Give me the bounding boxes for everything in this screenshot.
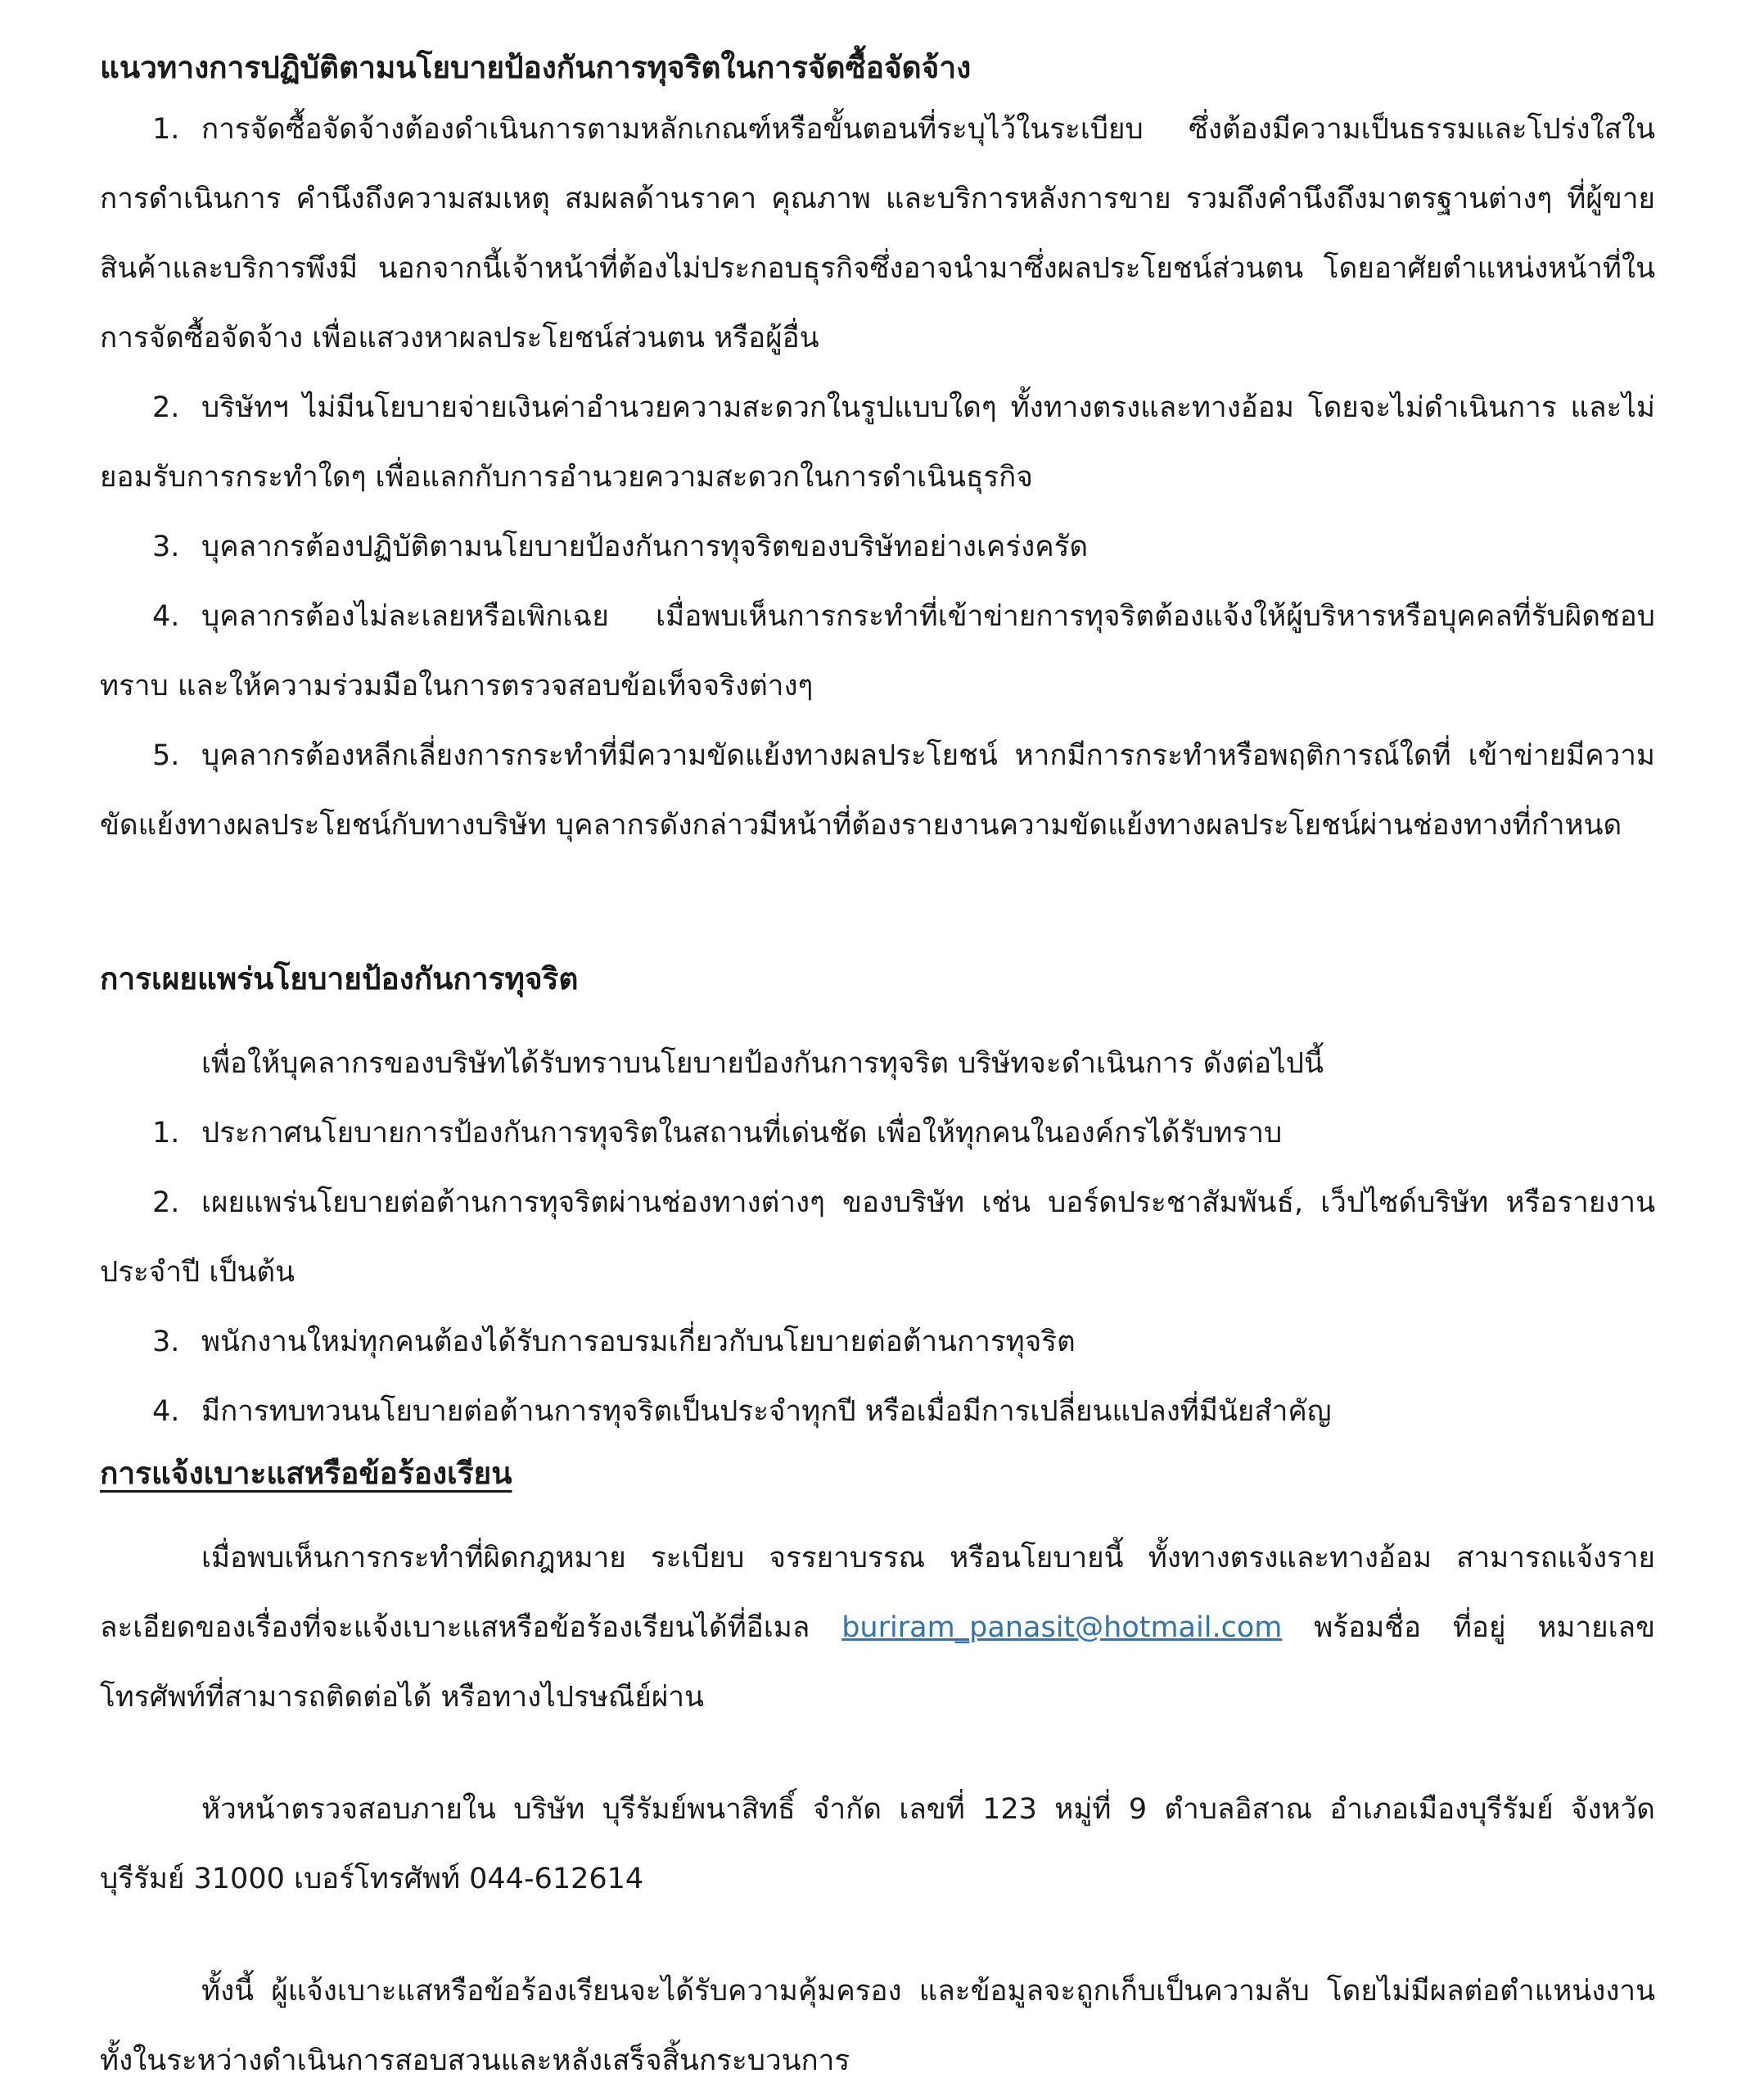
item-number: 3. bbox=[152, 1326, 180, 1358]
item-number: 4. bbox=[152, 1395, 180, 1428]
whistleblowing-paragraph-3: ทั้งนี้ ผู้แจ้งเบาะแสหรือข้อร้องเรียนจะได้รับความคุ้มครอง และข้อมูลจะถูกเก็บเป็นความลับ โดยไม่มีผลต่อตำแหน่งงานทั้งในระหว่างดำเนินการสอบสวนและหลังเสร็จสิ้นกระบวนการ bbox=[100, 1975, 1655, 2077]
procurement-item-4 bbox=[100, 582, 1655, 721]
spacer bbox=[100, 1914, 1655, 1957]
spacer bbox=[100, 1006, 1655, 1029]
item-text: พนักงานใหม่ทุกคนต้องได้รับการอบรมเกี่ยวกับนโยบายต่อต้านการทุจริต bbox=[201, 1326, 1076, 1358]
section-title-dissemination: การเผยแพร่นโยบายป้องกันการทุจริต bbox=[100, 961, 579, 996]
paragraph-text: พร้อมชื่อ ที่อยู่ หมายเลขโทรศัพท์ที่สามารถติดต่อได้ หรือทางไปรษณีย์ผ่าน bbox=[100, 1611, 1656, 1714]
procurement-item-1 bbox=[100, 95, 1655, 373]
item-text: บุคลากรต้องปฏิบัติตามนโยบายป้องกันการทุจริตของบริษัทอย่างเคร่งครัด bbox=[201, 531, 1089, 563]
dissemination-item-3 bbox=[100, 1308, 1655, 1377]
item-number: 2. bbox=[152, 391, 180, 424]
item-text: ประกาศนโยบายการป้องกันการทุจริตในสถานที่เด่นชัด เพื่อให้ทุกคนในองค์กรได้รับทราบ bbox=[201, 1117, 1283, 1150]
spacer bbox=[100, 861, 1655, 952]
procurement-item-2 bbox=[100, 373, 1655, 513]
section-title-whistleblowing: การแจ้งเบาะแสหรือข้อร้องเรียน bbox=[100, 1456, 512, 1491]
whistleblowing-paragraph-1 bbox=[100, 1524, 1655, 1732]
dissemination-intro: เพื่อให้บุคลากรของบริษัทได้รับทราบนโยบายป้องกันการทุจริต บริษัทจะดำเนินการ ดังต่อไปนี้ bbox=[201, 1047, 1324, 1080]
dissemination-item-4 bbox=[100, 1377, 1655, 1447]
procurement-item-3 bbox=[100, 513, 1655, 582]
dissemination-item-1 bbox=[100, 1099, 1655, 1168]
item-number: 3. bbox=[152, 531, 180, 563]
spacer bbox=[100, 1501, 1655, 1524]
item-number: 4. bbox=[152, 600, 180, 633]
item-text: บริษัทฯ ไม่มีนโยบายจ่ายเงินค่าอำนวยความสะดวกในรูปแบบใดๆ ทั้งทางตรงและทางอ้อม โดยจะไม่ดำเนินการ และไม่ยอมรับการกระทำใดๆ เพื่อแลกกับการอำนวยความสะดวกในการดำเนินธุรกิจ bbox=[100, 391, 1655, 494]
dissemination-item-2 bbox=[100, 1168, 1655, 1308]
item-text: เผยแพร่นโยบายต่อต้านการทุจริตผ่านช่องทางต่างๆ ของบริษัท เช่น บอร์ดประชาสัมพันธ์, เว็ปไซด์บริษัท หรือรายงานประจำปี เป็นต้น bbox=[100, 1186, 1655, 1289]
whistleblowing-paragraph-2: หัวหน้าตรวจสอบภายใน บริษัท บุรีรัมย์พนาสิทธิ์ จำกัด เลขที่ 123 หมู่ที่ 9 ตำบลอิสาณ อำเภอเมืองบุรีรัมย์ จังหวัดบุรีรัมย์ 31000 เบอร์โทรศัพท์ 044-612614 bbox=[100, 1793, 1655, 1895]
email-link[interactable]: buriram_panasit@hotmail.com bbox=[841, 1611, 1283, 1644]
item-text: มีการทบทวนนโยบายต่อต้านการทุจริตเป็นประจำทุกปี หรือเมื่อมีการเปลี่ยนแปลงที่มีนัยสำคัญ bbox=[201, 1395, 1332, 1428]
item-text: บุคลากรต้องหลีกเลี่ยงการกระทำที่มีความขัดแย้งทางผลประโยชน์ หากมีการกระทำหรือพฤติการณ์ใดที่ เข้าข่ายมีความขัดแย้งทางผลประโยชน์กับทางบริษัท บุคลากรดังกล่าวมีหน้าที่ต้องรายงานความขัดแย้งทางผลประโยชน์ผ่านช่องทางที่กำหนด bbox=[100, 739, 1655, 842]
item-number: 1. bbox=[152, 113, 180, 146]
item-number: 5. bbox=[152, 739, 180, 772]
item-number: 2. bbox=[152, 1186, 180, 1219]
paragraph-text: เมื่อพบเห็นการกระทำที่ผิดกฎหมาย ระเบียบ จรรยาบรรณ หรือนโยบายนี้ ทั้งทางตรงและทางอ้อม สามารถแจ้งรายละเอียดของเรื่องที่จะแจ้งเบาะแสหรือข้อร้องเรียนได้ที่อีเมล bbox=[100, 1542, 1655, 1644]
item-number: 1. bbox=[152, 1117, 180, 1150]
spacer bbox=[100, 1732, 1655, 1775]
section-title-procurement: แนวทางการปฏิบัติตามนโยบายป้องกันการทุจริตในการจัดซื้อจัดจ้าง bbox=[100, 50, 972, 85]
procurement-item-5 bbox=[100, 721, 1655, 861]
document-page bbox=[100, 41, 1655, 2096]
item-text: การจัดซื้อจัดจ้างต้องดำเนินการตามหลักเกณฑ์หรือขั้นตอนที่ระบุไว้ในระเบียบ ซึ่งต้องมีความเป็นธรรมและโปร่งใสในการดำเนินการ คำนึงถึงความสมเหตุ สมผลด้านราคา คุณภาพ และบริการหลังการขาย รวมถึงคำนึงถึงมาตรฐานต่างๆ ที่ผู้ขายสินค้าและบริการพึงมี นอกจากนี้เจ้าหน้าที่ต้องไม่ประกอบธุรกิจซึ่งอาจนำมาซึ่งผลประโยชน์ส่วนตน โดยอาศัยตำแหน่งหน้าที่ในการจัดซื้อจัดจ้าง เพื่อแสวงหาผลประโยชน์ส่วนตน หรือผู้อื่น bbox=[100, 113, 1655, 355]
item-text: บุคลากรต้องไม่ละเลยหรือเพิกเฉย เมื่อพบเห็นการกระทำที่เข้าข่ายการทุจริตต้องแจ้งให้ผู้บริหารหรือบุคคลที่รับผิดชอบทราบ และให้ความร่วมมือในการตรวจสอบข้อเท็จจริงต่างๆ bbox=[100, 600, 1655, 702]
